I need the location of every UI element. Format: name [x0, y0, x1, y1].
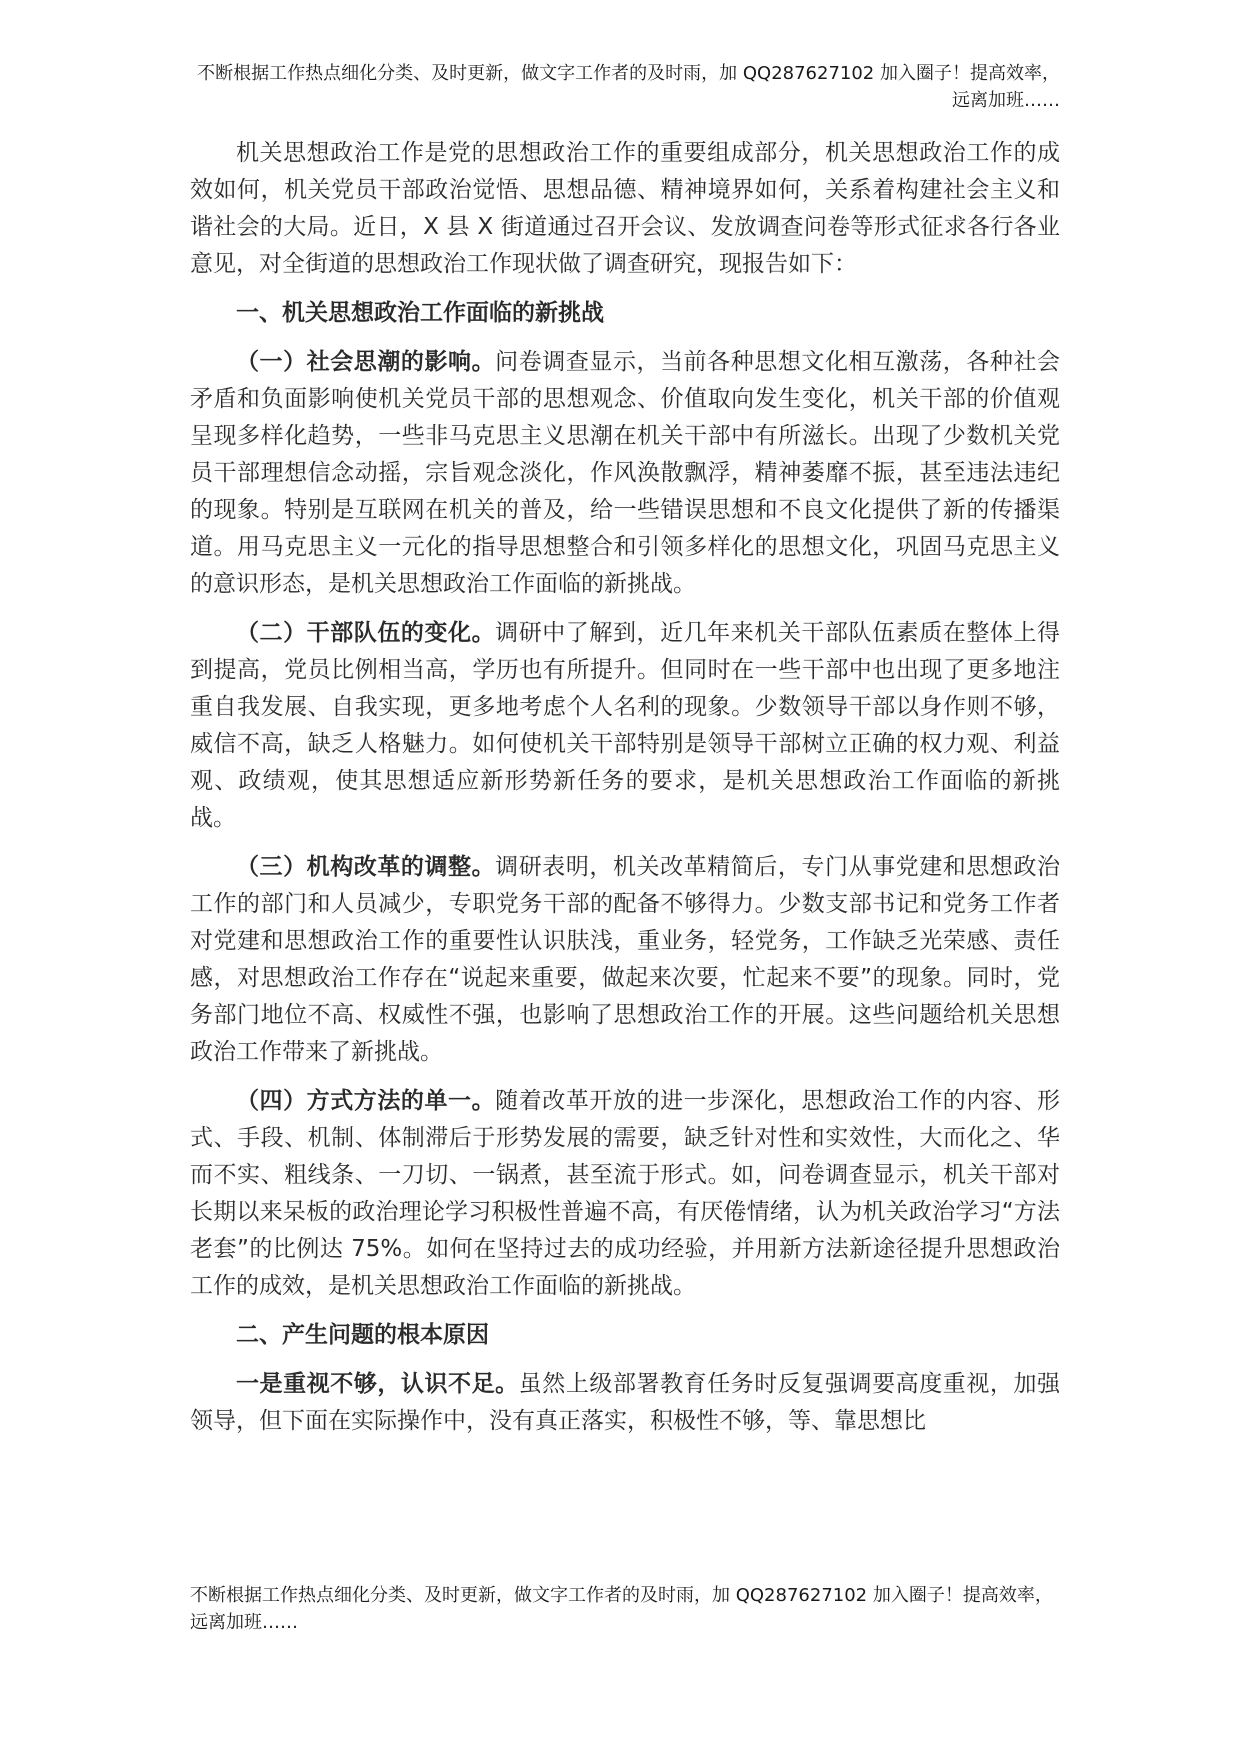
item-lead: 一是重视不够，认识不足。 [236, 1371, 519, 1397]
item-lead: （四）方式方法的单一。 [236, 1088, 496, 1114]
section-1-heading: 一、机关思想政治工作面临的新挑战 [236, 300, 604, 326]
item-lead: （一）社会思潮的影响。 [236, 349, 496, 375]
section-1-item-1 [190, 344, 1060, 603]
document-body [190, 135, 1060, 1440]
item-text: 虽然上级部署教育任务时反复强调要高度重视，加强领导，但下面在实际操作中，没有真正落实，积极性不够，等、靠思想比 [190, 1371, 1061, 1434]
item-text: 随着改革开放的进一步深化，思想政治工作的内容、形式、手段、机制、体制滞后于形势发展的需要，缺乏针对性和实效性，大而化之、华而不实、粗线条、一刀切、一锅煮，甚至流于形式。如，问卷调查显示，机关干部对长期以来呆板的政治理论学习积极性普遍不高，有厌倦情绪，认为机关政治学习“方法老套”的比例达 75%。如何在坚持过去的成功经验，并用新方法新途径提升思想政治工作的成效，是机关思想政治工作面临的新挑战。 [190, 1088, 1061, 1299]
section-2-item-1 [190, 1366, 1060, 1440]
intro-paragraph: 机关思想政治工作是党的思想政治工作的重要组成部分，机关思想政治工作的成效如何，机关党员干部政治觉悟、思想品德、精神境界如何，关系着构建社会主义和谐社会的大局。近日，X 县 X 街道通过召开会议、发放调查问卷等形式征求各行各业意见，对全街道的思想政治工作现状做了调查研究，现报告如下： [190, 140, 1060, 277]
item-text: 调研表明，机关改革精简后，专门从事党建和思想政治工作的部门和人员减少，专职党务干部的配备不够得力。少数支部书记和党务工作者对党建和思想政治工作的重要性认识肤浅，重业务，轻党务，工作缺乏光荣感、责任感，对思想政治工作存在“说起来重要，做起来次要，忙起来不要”的现象。同时，党务部门地位不高、权威性不强，也影响了思想政治工作的开展。这些问题给机关思想政治工作带来了新挑战。 [190, 854, 1061, 1065]
item-lead: （三）机构改革的调整。 [236, 854, 496, 880]
section-1-item-4 [190, 1083, 1060, 1305]
item-lead: （二）干部队伍的变化。 [236, 620, 496, 646]
item-text: 问卷调查显示，当前各种思想文化相互激荡，各种社会矛盾和负面影响使机关党员干部的思想观念、价值取向发生变化，机关干部的价值观呈现多样化趋势，一些非马克思主义思潮在机关干部中有所滋长。出现了少数机关党员干部理想信念动摇，宗旨观念淡化，作风涣散飘浮，精神萎靡不振，甚至违法违纪的现象。特别是互联网在机关的普及，给一些错误思想和不良文化提供了新的传播渠道。用马克思主义一元化的指导思想整合和引领多样化的思想文化，巩固马克思主义的意识形态，是机关思想政治工作面临的新挑战。 [190, 349, 1061, 597]
section-1-item-3 [190, 849, 1060, 1071]
section-2-heading: 二、产生问题的根本原因 [236, 1322, 489, 1348]
item-text: 调研中了解到，近几年来机关干部队伍素质在整体上得到提高，党员比例相当高，学历也有所提升。但同时在一些干部中也出现了更多地注重自我发展、自我实现，更多地考虑个人名利的现象。少数领导干部以身作则不够，威信不高，缺乏人格魅力。如何使机关干部特别是领导干部树立正确的权力观、利益观、政绩观，使其思想适应新形势新任务的要求，是机关思想政治工作面临的新挑战。 [190, 620, 1061, 831]
page-header-note: 不断根据工作热点细化分类、及时更新，做文字工作者的及时雨，加 QQ287627102 加入圈子！提高效率，远离加班…… [197, 63, 1060, 111]
section-1-item-2 [190, 615, 1060, 837]
page-footer-note: 不断根据工作热点细化分类、及时更新，做文字工作者的及时雨，加 QQ287627102 加入圈子！提高效率，远离加班…… [190, 1585, 1053, 1633]
